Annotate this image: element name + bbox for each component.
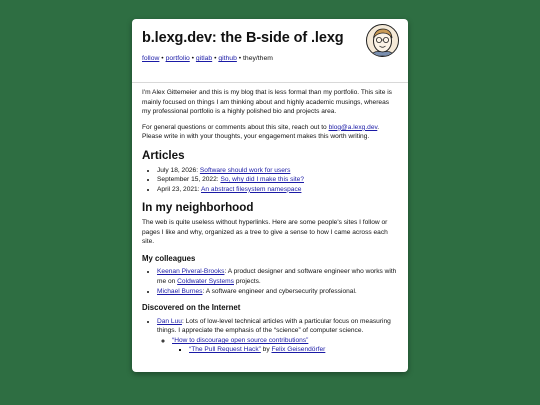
list-item xyxy=(157,287,398,297)
sub-list xyxy=(157,336,398,355)
articles-heading: Articles xyxy=(142,148,185,162)
person-desc: : Lots of low-level technical articles with a particular focus on measuring things. I appreciate the emphasis of the “science” of computer science. xyxy=(157,317,391,335)
article-link[interactable]: “The Pull Request Hack” xyxy=(189,346,261,354)
nav-separator: • xyxy=(191,55,195,62)
email-link[interactable]: blog@a.lexg.dev xyxy=(328,123,378,131)
nav-link-portfolio[interactable]: portfolio xyxy=(165,55,190,62)
colleague-desc: : A software engineer and cybersecurity professional. xyxy=(202,287,357,295)
list-item xyxy=(157,175,398,185)
main-content xyxy=(132,83,408,355)
author-link[interactable]: Felix Geisendörfer xyxy=(271,346,326,354)
articles-list xyxy=(142,166,398,195)
colleague-desc: : A product designer and software engineer who works with me on xyxy=(157,268,397,285)
list-item xyxy=(157,185,398,195)
list-item xyxy=(172,336,398,355)
coldwater-link[interactable]: Coldwater Systems xyxy=(177,277,234,285)
site-title: b.lexg.dev: the B-side of .lexg xyxy=(142,30,344,46)
colleague-link[interactable]: Keenan Piveral-Brooks xyxy=(157,268,225,276)
colleagues-list xyxy=(142,267,398,296)
neighborhood-intro: The web is quite useless without hyperlinks. Here are some people's sites I follow or pages I like and why, organized as a tree to give a sense to how I came across each site. xyxy=(142,218,388,246)
nav-separator: • xyxy=(238,55,242,62)
nav-link-gitlab[interactable]: gitlab xyxy=(195,55,213,62)
nav-link-github[interactable]: github xyxy=(218,55,237,62)
avatar-portrait-icon xyxy=(367,25,398,56)
nav-link-follow[interactable]: follow xyxy=(142,55,160,62)
intro-paragraph: I'm Alex Gittemeier and this is my blog that is less formal than my portfolio. This site is mainly focused on things I am thinking about and highly academic musings, whereas my professional portfolio is a highly polished bio and projects area. xyxy=(142,89,392,116)
avatar xyxy=(366,24,399,57)
article-link[interactable]: “How to discourage open source contributions” xyxy=(172,336,309,344)
internet-heading: Discovered on the Internet xyxy=(142,303,241,313)
nav-separator: • xyxy=(214,55,217,62)
neighborhood-heading: In my neighborhood xyxy=(142,201,254,215)
pronouns: they/them xyxy=(243,55,273,62)
contact-text: For general questions or comments about this site, reach out to xyxy=(142,123,329,131)
site-header xyxy=(132,19,408,83)
article-date: April 23, 2021: xyxy=(157,185,200,193)
article-date: July 18, 2026: xyxy=(157,166,199,174)
article-link[interactable]: Software should work for users xyxy=(199,166,291,174)
list-item xyxy=(189,345,398,355)
contact-text-end: . Please write in with your thoughts, your engagement makes this worth writing. xyxy=(142,123,380,141)
header-nav xyxy=(142,55,398,62)
colleague-link[interactable]: Michael Burnes xyxy=(157,287,203,295)
contact-paragraph xyxy=(142,123,398,142)
article-link[interactable]: So, why did I make this site? xyxy=(220,176,304,184)
by-text: by xyxy=(260,346,272,354)
list-item xyxy=(157,267,398,286)
nav-separator: • xyxy=(161,55,164,62)
person-link[interactable]: Dan Luu xyxy=(157,317,182,325)
colleagues-heading: My colleagues xyxy=(142,253,196,263)
blog-page xyxy=(132,19,408,372)
article-date: September 15, 2022: xyxy=(157,176,219,184)
colleague-desc-end: projects. xyxy=(233,277,261,285)
list-item xyxy=(157,317,398,355)
internet-list xyxy=(142,317,398,355)
sub-sub-list xyxy=(172,345,398,355)
article-link[interactable]: An abstract filesystem namespace xyxy=(201,185,302,193)
list-item xyxy=(157,166,398,176)
